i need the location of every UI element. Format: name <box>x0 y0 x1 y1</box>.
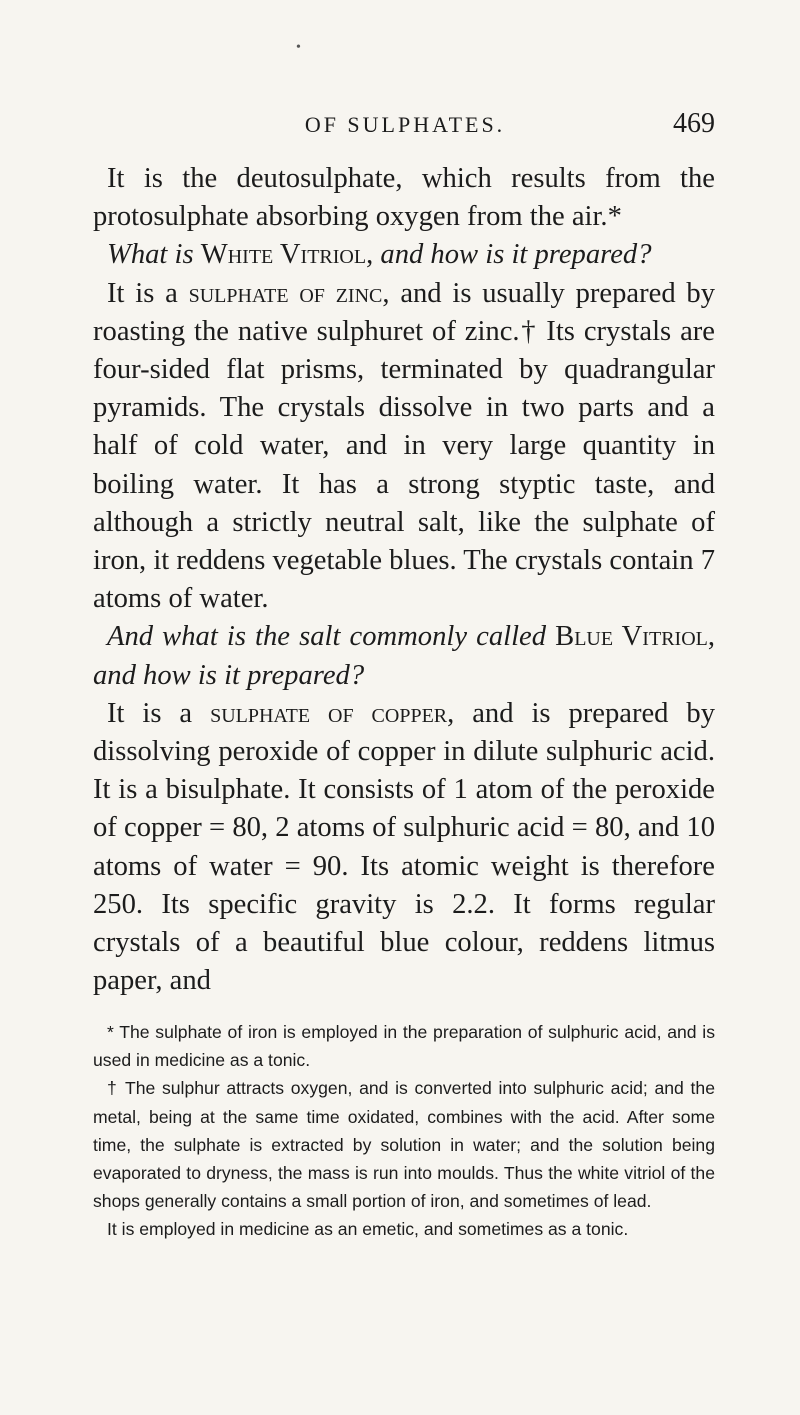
question-text: and how is it prepared? <box>380 239 652 271</box>
running-title: OF SULPHATES. <box>304 112 506 137</box>
answer-blue-vitriol <box>93 695 715 1001</box>
answer-white-vitriol <box>93 275 715 619</box>
answer-text: and is prepared by dissolving peroxide of copper in dilute sulphuric acid. It is a bisulphate. It consists of 1 atom of the peroxide of copper = 80, 2 atoms of sulphuric acid = 80, and 10 atoms of water = 90. Its atomic weight is therefore 250. Its specific gravity is 2.2. It forms regular crystals of a beautiful blue colour, reddens litmus paper, and <box>93 697 716 997</box>
question-text: And what is the salt commonly called <box>107 621 547 653</box>
question-blue-vitriol <box>93 618 715 694</box>
answer-text: and is usually prepared by roasting the native sulphuret of zinc.† Its crystals are four-sided flat prisms, terminated by quadrangular pyramids. The crystals dissolve in two parts and a half of cold water, and in very large quantity in boiling water. It has a strong styptic taste, and although a strictly neutral salt, like the sulphate of iron, it reddens vegetable blues. The crystals contain 7 atoms of water. <box>93 277 715 615</box>
printer-speck: • <box>296 40 301 55</box>
question-white-vitriol <box>93 236 715 274</box>
term-blue-vitriol: Blue Vitriol, <box>555 621 715 653</box>
footnote-asterisk: * The sulphate of iron is employed in the preparation of sulphuric acid, and is used in medicine as a tonic. <box>93 1022 715 1071</box>
term-sulphate-of-zinc: sulphate of zinc, <box>188 277 390 309</box>
answer-text: It is a <box>107 697 193 729</box>
answer-text: It is a <box>107 277 178 309</box>
body-text <box>93 160 715 1000</box>
page-header <box>95 108 715 144</box>
page-number: 469 <box>673 108 715 139</box>
term-sulphate-of-copper: sulphate of copper, <box>210 697 455 729</box>
term-white-vitriol: White Vitriol, <box>200 239 374 271</box>
footnotes <box>93 1018 715 1244</box>
question-text: What is <box>107 239 194 271</box>
footnote-dagger: † The sulphur attracts oxygen, and is converted into sulphuric acid; and the metal, being at the same time oxidated, combines with the acid. After some time, the sulphate is extracted by solution in water; and the solution being evaporated to dryness, the mass is run into moulds. Thus the white vitriol of the shops generally contains a small portion of iron, and sometimes of lead. <box>93 1078 715 1212</box>
footnote-continuation: It is employed in medicine as an emetic, and sometimes as a tonic. <box>107 1219 629 1240</box>
paragraph-deutosulphate: It is the deutosulphate, which results from the protosulphate absorbing oxygen from the air.* <box>93 163 715 233</box>
question-text: and how is it prepared? <box>93 659 365 691</box>
